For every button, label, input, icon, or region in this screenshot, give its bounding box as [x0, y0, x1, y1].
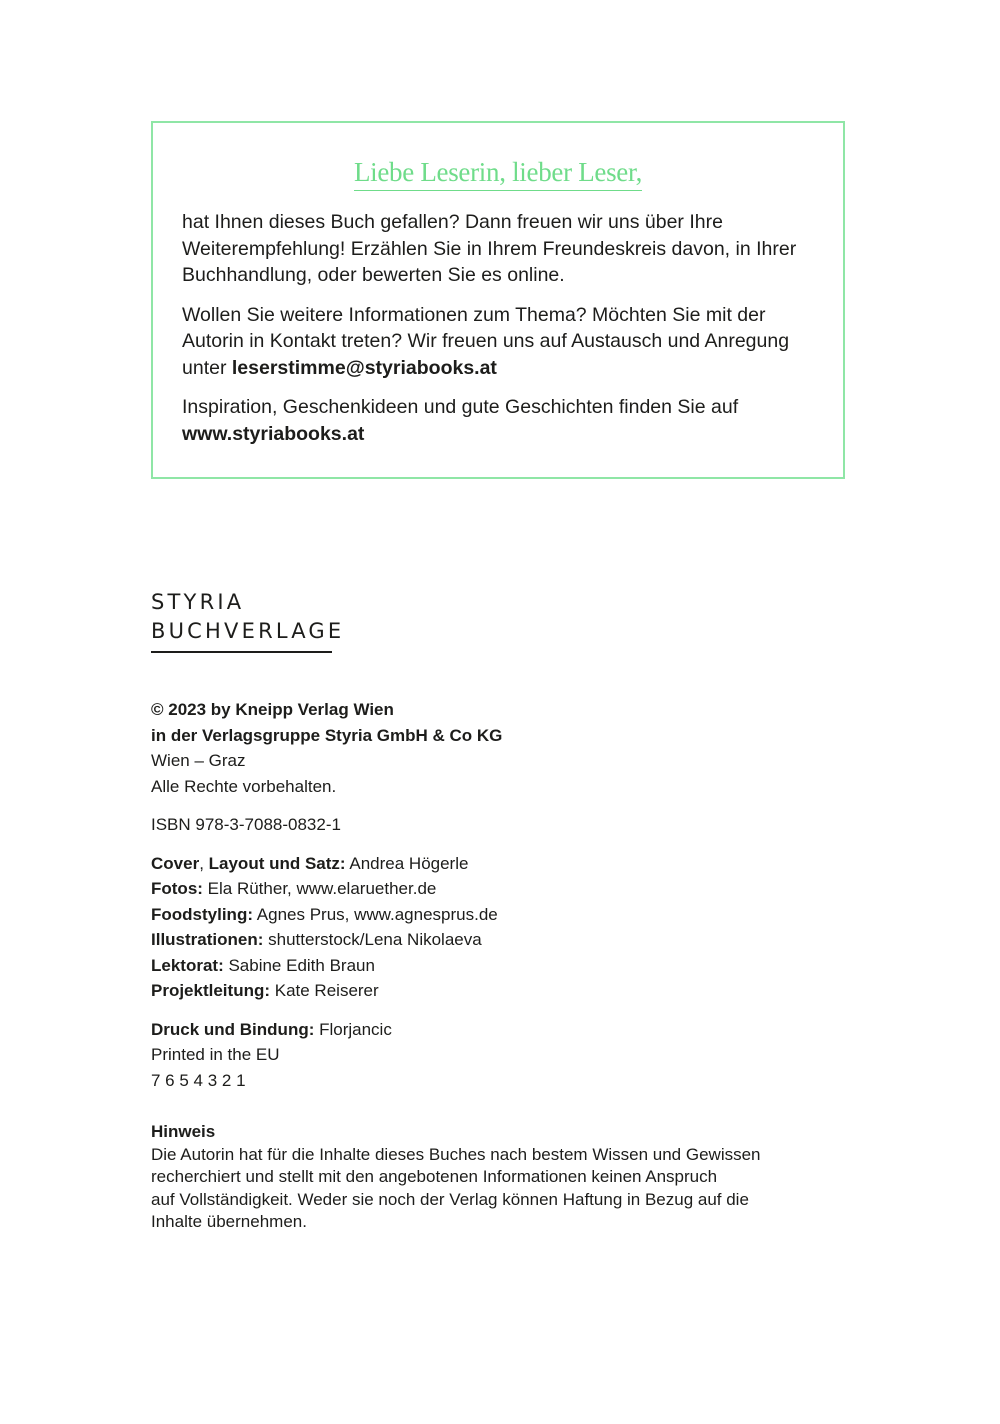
isbn-group	[151, 812, 831, 838]
credit-row: Illustrationen: shutterstock/Lena Nikolaeva	[151, 930, 482, 949]
reader-box-paragraph-3: Inspiration, Geschenkideen und gute Geschichten finden Sie auf www.styriabooks.at	[182, 396, 739, 445]
notice-line: Die Autorin hat für die Inhalte dieses Buches nach bestem Wissen und Gewissen	[151, 1144, 761, 1164]
website-link[interactable]: www.styriabooks.at	[182, 422, 365, 445]
notice-heading: Hinweis	[151, 1122, 216, 1141]
credits-group	[151, 851, 831, 1004]
copyright-line: © 2023 by Kneipp Verlag Wien	[151, 700, 394, 719]
publisher-group-line: in der Verlagsgruppe Styria GmbH & Co KG	[151, 725, 503, 745]
copyright-group	[151, 697, 831, 799]
edition-line: 7 6 5 4 3 2 1	[151, 1070, 246, 1090]
credit-row: Projektleitung: Kate Reiserer	[151, 981, 379, 1000]
print-line: Druck und Bindung: Florjancic	[151, 1019, 392, 1039]
notice-line: Inhalte übernehmen.	[151, 1212, 307, 1231]
credit-row: Fotos: Ela Rüther, www.elaruether.de	[151, 879, 437, 898]
notice-section	[151, 1121, 831, 1234]
contact-email-link[interactable]: leserstimme@styriabooks.at	[231, 356, 497, 379]
printed-in-line: Printed in the EU	[151, 1045, 280, 1064]
isbn-line: ISBN 978-3-7088-0832-1	[151, 815, 341, 834]
reader-box-paragraph-1: hat Ihnen dieses Buch gefallen? Dann freuen wir uns über Ihre Weiterempfehlung! Erzählen Sie in Ihrem Freundeskreis davon, in Ihrer Buchhandlung, oder bewerten Sie es online.	[182, 211, 797, 286]
credit-row: Cover, Layout und Satz: Andrea Högerle	[151, 853, 469, 873]
reader-box-body	[182, 209, 822, 460]
notice-line: auf Vollständigkeit. Weder sie noch der Verlag können Haftung in Bezug auf die	[151, 1189, 749, 1209]
rights-line: Alle Rechte vorbehalten.	[151, 776, 337, 796]
print-group	[151, 1017, 831, 1094]
logo-underline	[151, 651, 332, 653]
reader-box-title: Liebe Leserin, lieber Leser,	[153, 157, 843, 188]
publisher-logo	[151, 588, 344, 646]
notice-line: recherchiert und stellt mit den angebotenen Informationen keinen Anspruch	[151, 1167, 718, 1186]
reader-message-box	[151, 121, 845, 479]
credit-row: Foodstyling: Agnes Prus, www.agnesprus.de	[151, 904, 498, 924]
logo-line-styria: STYRIA	[151, 590, 245, 614]
city-line: Wien – Graz	[151, 751, 246, 770]
reader-box-paragraph-2: Wollen Sie weitere Informationen zum Thema? Möchten Sie mit der Autorin in Kontakt treten? Wir freuen uns auf Austausch und Anregung unter leserstimme@styriabooks.at	[182, 303, 790, 379]
logo-line-buchverlage: BUCHVERLAGE	[151, 619, 345, 643]
credit-row: Lektorat: Sabine Edith Braun	[151, 955, 375, 975]
imprint-section	[151, 697, 831, 1106]
